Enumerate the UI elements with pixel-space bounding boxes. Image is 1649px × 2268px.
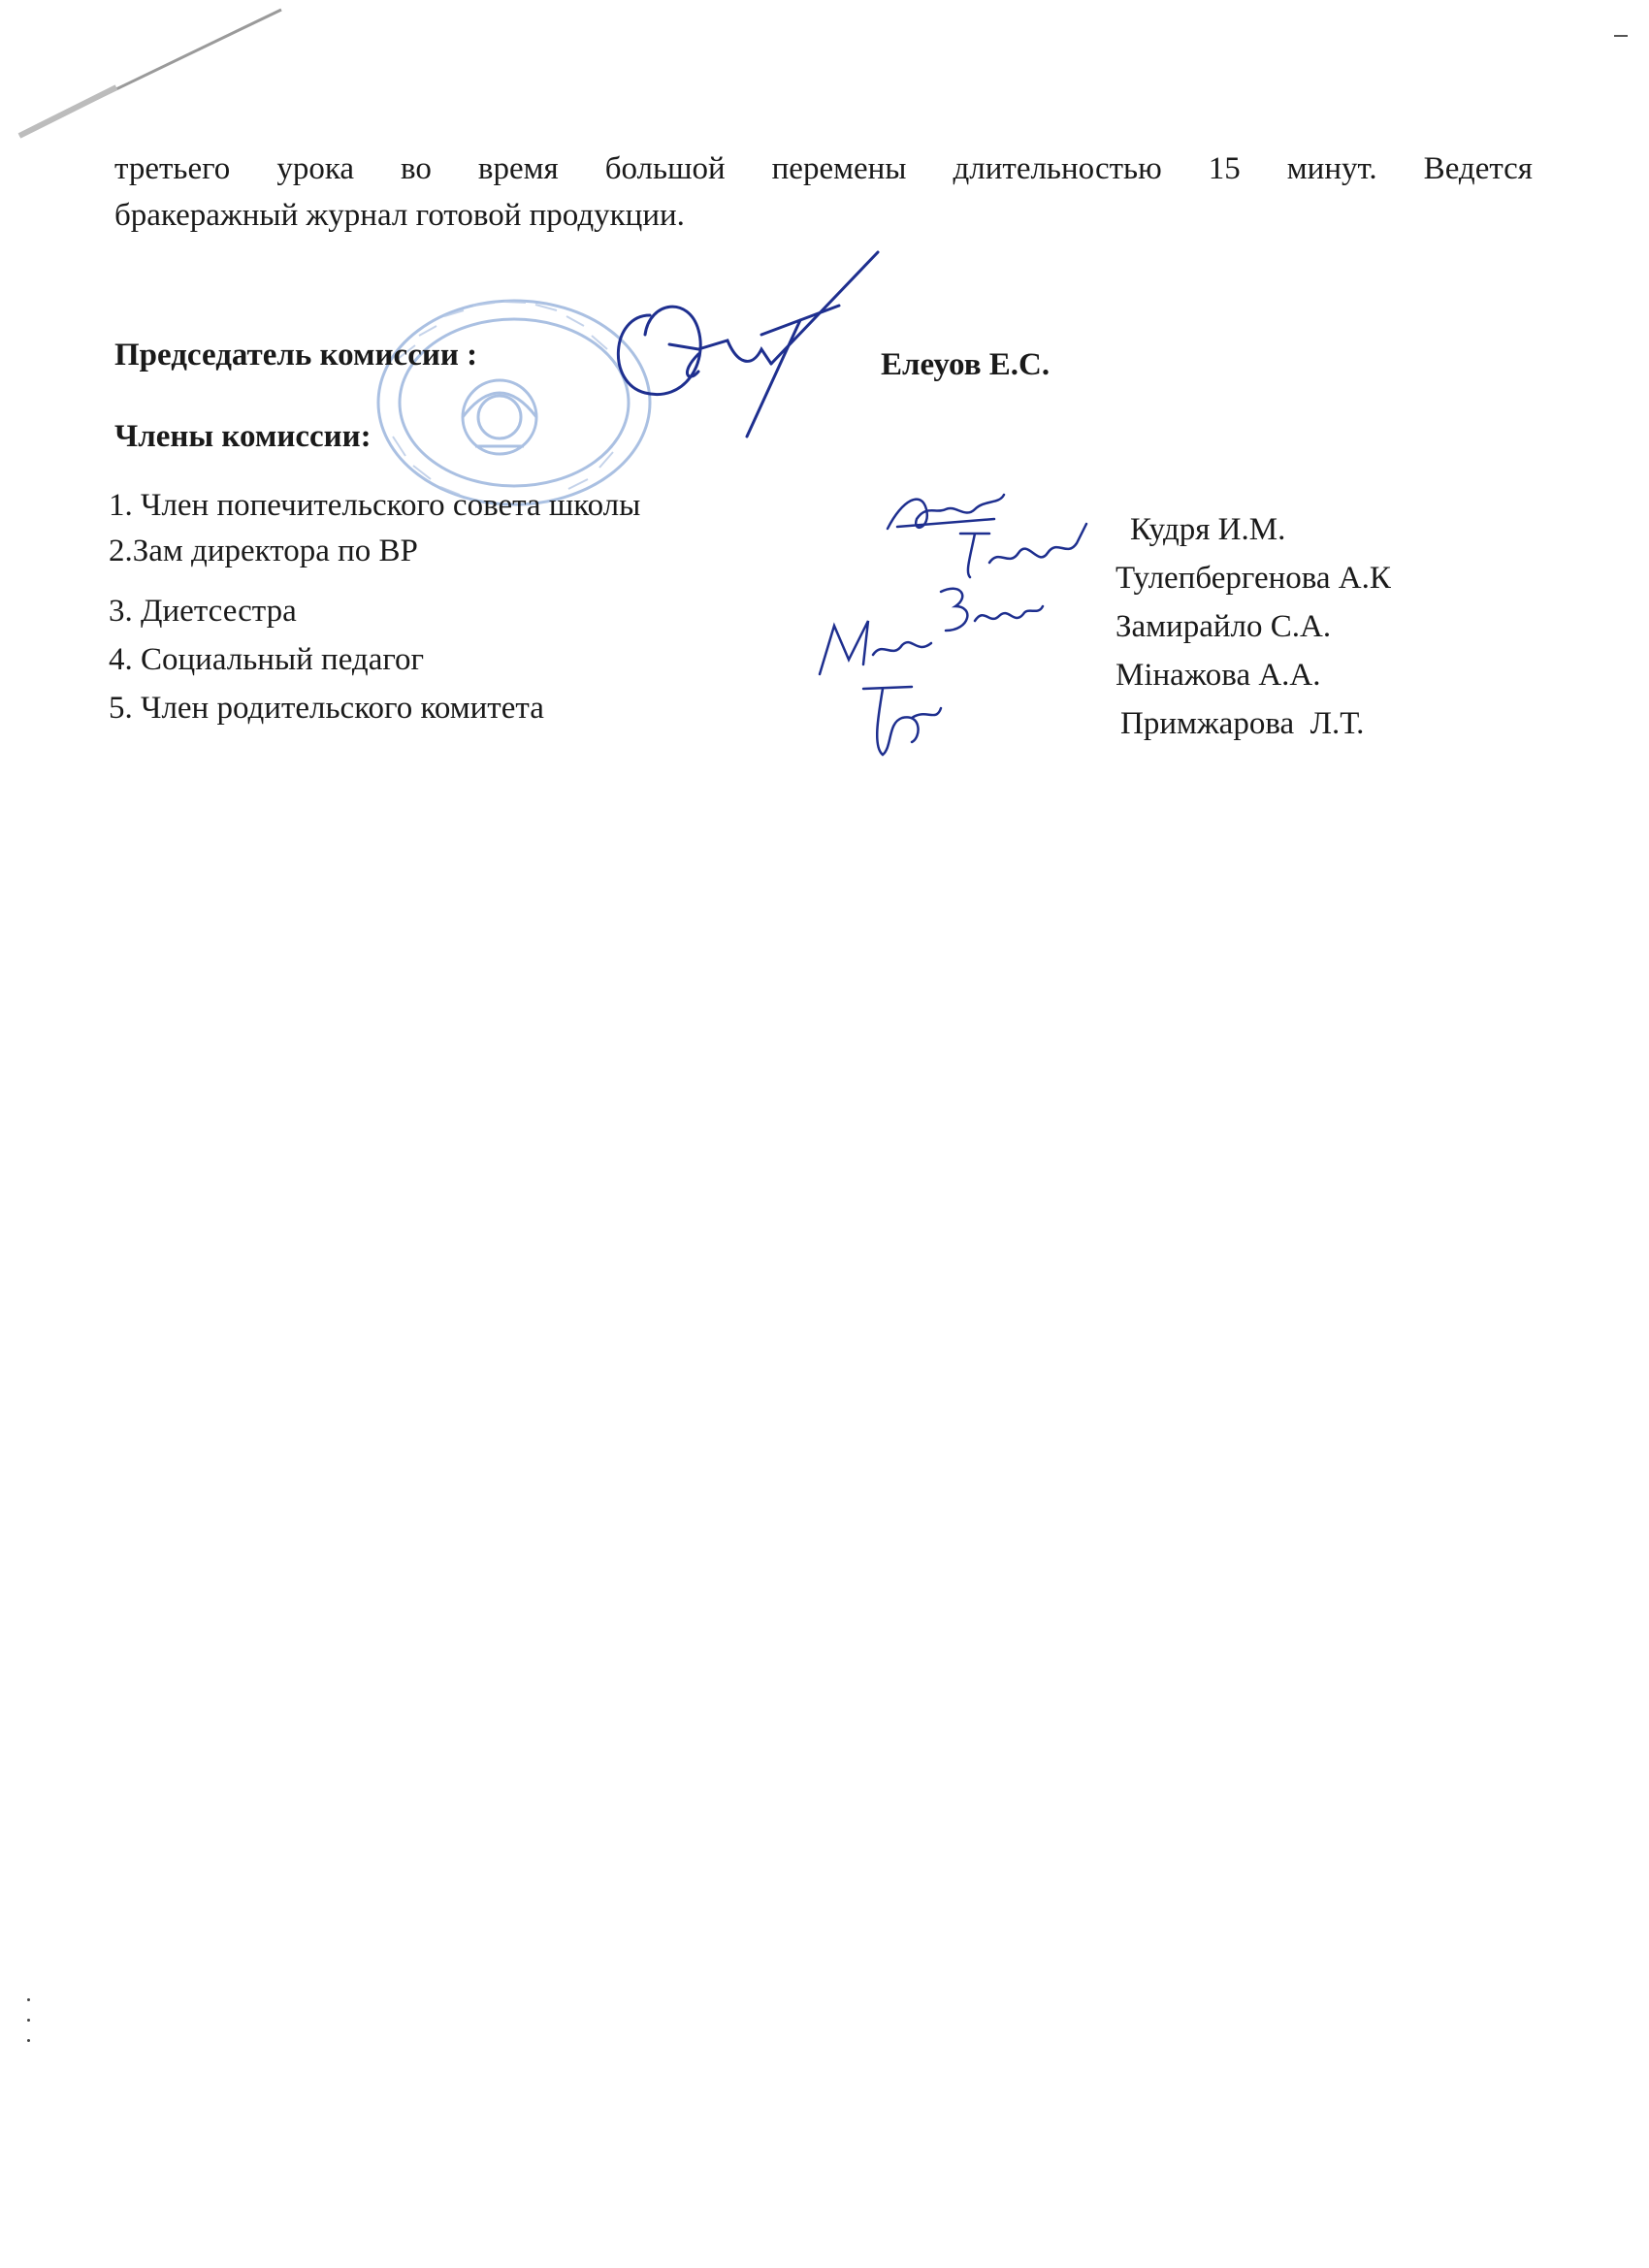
member-signature xyxy=(815,606,941,684)
chair-name: Елеуов Е.С. xyxy=(881,347,1051,382)
member-name: Кудря И.М. xyxy=(1130,512,1286,547)
edge-mark xyxy=(1614,35,1628,37)
members-heading: Члены комиссии: xyxy=(114,419,372,454)
member-name: Замирайло С.А. xyxy=(1116,609,1332,644)
member-role: 5. Член родительского комитета xyxy=(109,691,544,726)
intro-line: третьего урока во время большой перемены длительностью 15 минут. Ведется xyxy=(114,151,1533,186)
member-name: Тулепбергенова А.К xyxy=(1116,561,1391,596)
member-name: Примжарова Л.Т. xyxy=(1120,706,1365,741)
member-signature xyxy=(854,679,951,761)
member-name: Мінажова А.А. xyxy=(1116,658,1321,693)
chair-label: Председатель комиссии : xyxy=(114,338,478,373)
chair-signature xyxy=(592,247,892,451)
member-role: 3. Диетсестра xyxy=(109,594,297,629)
intro-paragraph xyxy=(114,146,1533,239)
member-role: 2.Зам директора по ВР xyxy=(109,534,418,568)
intro-line: бракеражный журнал готовой продукции. xyxy=(114,198,685,233)
member-signature xyxy=(931,577,1048,650)
member-role: 4. Социальный педагог xyxy=(109,642,425,677)
member-role: 1. Член попечительского совета школы xyxy=(109,488,641,523)
scan-specks xyxy=(27,1998,33,2066)
scan-crease-mark xyxy=(0,0,291,155)
